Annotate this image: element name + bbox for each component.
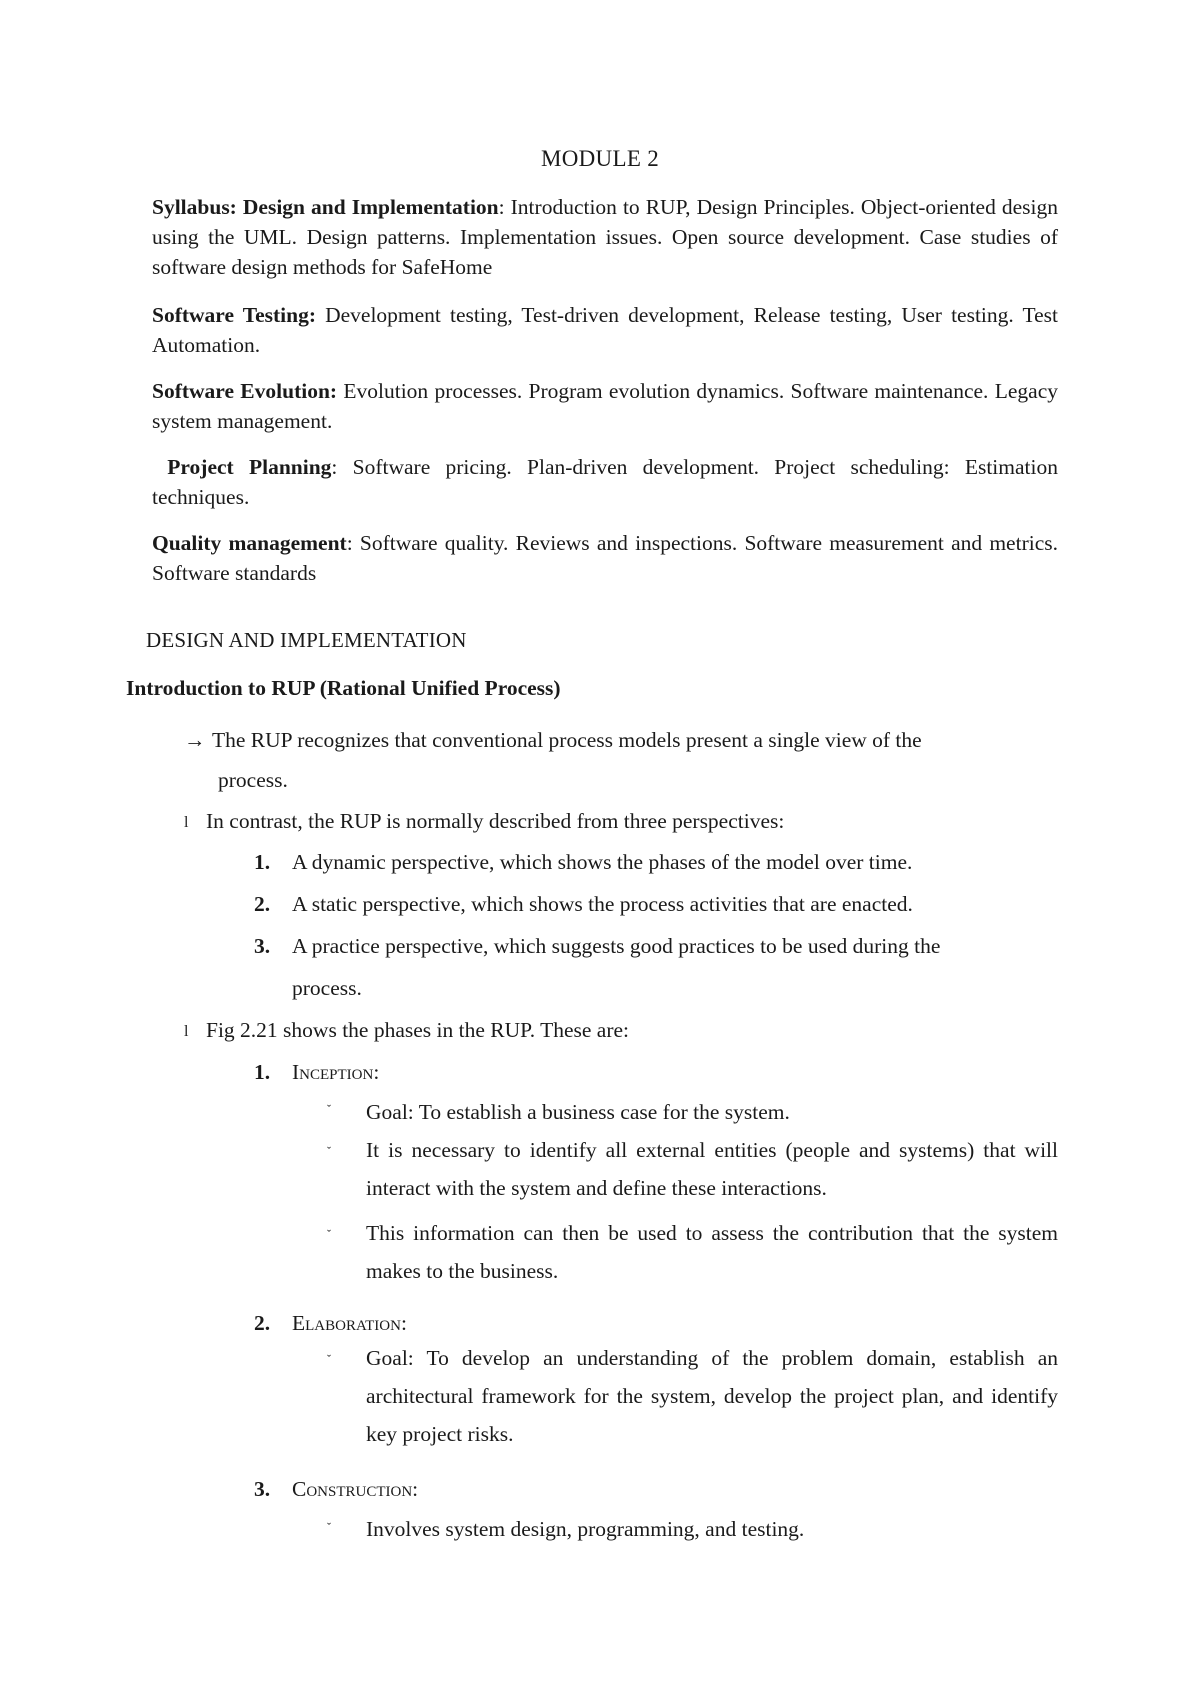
bar-bullet-icon: l: [184, 814, 189, 831]
phase-1-number: 1.: [254, 1060, 271, 1084]
phase-2-item-1: Goal: To develop an understanding of the problem domain, establish an architectural framework for the system, develop the project plan, and identify key project risks.: [366, 1346, 1058, 1446]
testing-text: Development testing, Test-driven development, Release testing, User testing. Test Automation.: [152, 303, 1058, 357]
perspective-2-text: A static perspective, which shows the process activities that are enacted.: [292, 892, 913, 916]
planning-label: Project Planning: [167, 455, 332, 479]
tick-bullet-icon: ˇ: [327, 1352, 331, 1366]
testing-label: Software Testing:: [152, 303, 316, 327]
perspective-1-number: 1.: [254, 850, 271, 874]
evolution-text: Evolution processes. Program evolution dynamics. Software maintenance. Legacy system management.: [152, 379, 1058, 433]
planning-text: : Software pricing. Plan-driven development. Project scheduling: Estimation techniques.: [152, 455, 1058, 509]
syllabus-paragraph: [152, 192, 1058, 282]
point-2-text: In contrast, the RUP is normally described from three perspectives:: [206, 809, 785, 833]
tick-bullet-icon: ˇ: [327, 1102, 331, 1116]
perspective-3-number: 3.: [254, 934, 271, 958]
quality-label: Quality management: [152, 531, 347, 555]
quality-paragraph: [152, 528, 1058, 588]
phase-3-number: 3.: [254, 1477, 271, 1501]
testing-paragraph: [152, 300, 1058, 360]
phase-2-name: Elaboration:: [292, 1311, 407, 1335]
phase-1-item-2: It is necessary to identify all external entities (people and systems) that will interact with the system and define these interactions.: [366, 1138, 1058, 1200]
point-1-line-1: The RUP recognizes that conventional process models present a single view of the: [212, 728, 922, 752]
evolution-label: Software Evolution:: [152, 379, 338, 403]
phase-1-item-3: This information can then be used to assess the contribution that the system makes to the business.: [366, 1221, 1058, 1283]
phase-3-name: Construction:: [292, 1477, 419, 1501]
page-title: MODULE 2: [540, 146, 660, 171]
phase-2-number: 2.: [254, 1311, 271, 1335]
phase-3-item-1: Involves system design, programming, and testing.: [366, 1517, 805, 1541]
perspective-3-continuation: process.: [292, 976, 362, 1000]
subsection-heading: Introduction to RUP (Rational Unified Process): [126, 676, 561, 700]
syllabus-label: Syllabus: Design and Implementation: [152, 195, 499, 219]
point-1-line-2: process.: [218, 768, 288, 792]
perspective-1-text: A dynamic perspective, which shows the phases of the model over time.: [292, 850, 913, 874]
quality-text: : Software quality. Reviews and inspections. Software measurement and metrics. Software standards: [152, 531, 1058, 585]
tick-bullet-icon: ˇ: [327, 1520, 331, 1534]
phase-1-item-1: Goal: To establish a business case for the system.: [366, 1100, 790, 1124]
arrow-bullet-icon: →: [184, 728, 206, 752]
tick-bullet-icon: ˇ: [327, 1227, 331, 1241]
perspective-3-text: A practice perspective, which suggests good practices to be used during the: [292, 934, 941, 958]
syllabus-text: : Introduction to RUP, Design Principles. Object-oriented design using the UML. Design patterns. Implementation issues. Open source development. Case studies of software design methods for SafeHome: [152, 195, 1058, 279]
phase-1-name: Inception:: [292, 1060, 380, 1084]
point-3-text: Fig 2.21 shows the phases in the RUP. These are:: [206, 1018, 629, 1042]
section-heading: DESIGN AND IMPLEMENTATION: [146, 628, 467, 652]
planning-paragraph: [152, 452, 1058, 512]
evolution-paragraph: [152, 376, 1058, 436]
perspective-2-number: 2.: [254, 892, 271, 916]
tick-bullet-icon: ˇ: [327, 1144, 331, 1158]
bar-bullet-icon: l: [184, 1023, 189, 1040]
